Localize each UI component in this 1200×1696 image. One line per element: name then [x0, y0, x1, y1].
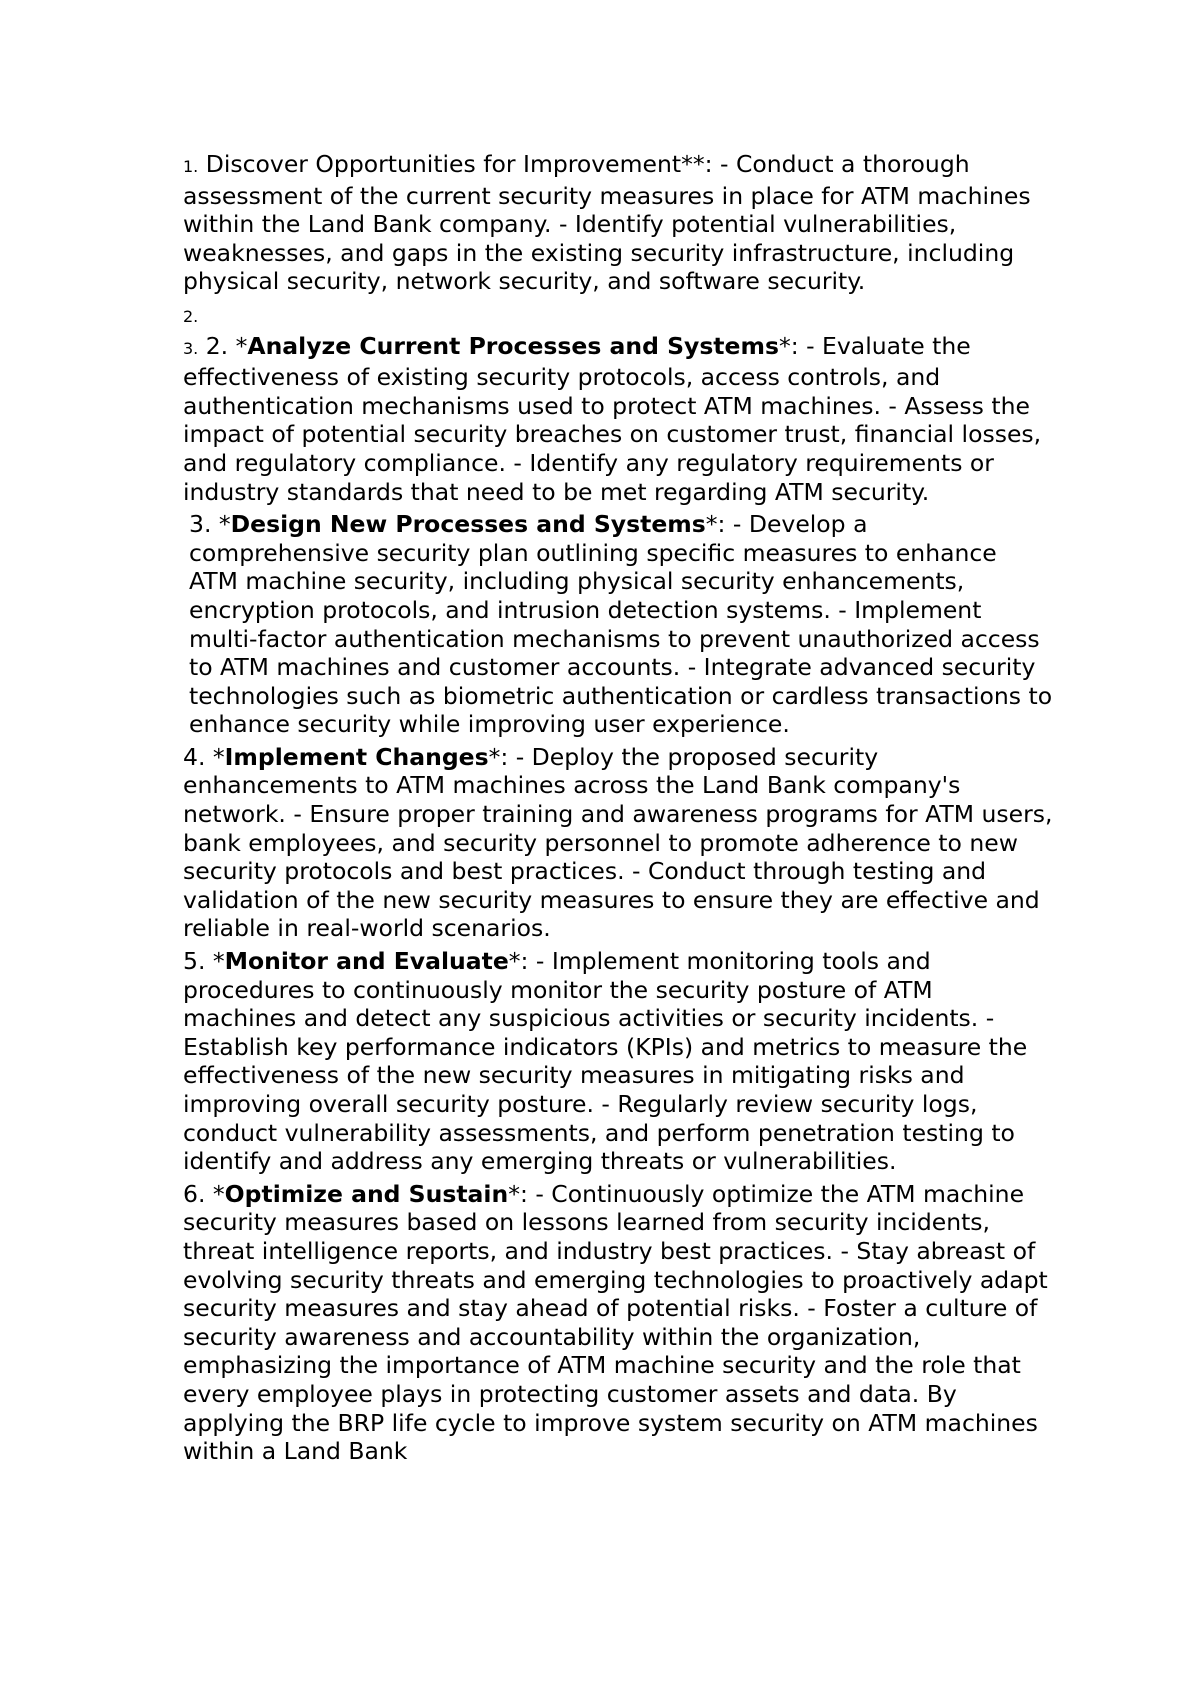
list-marker: 1. — [183, 157, 199, 176]
section-prefix: 4. * — [183, 742, 225, 771]
section-body: *: - Deploy the proposed security enhancements to ATM machines across the Land Bank company's network. - Ensure proper training and awareness programs for ATM users, bank employees, and security personnel to promote adherence to new security protocols and best practices. - Conduct through testing and validation of the new security measures to ensure they are effective and reliable in real-world scenarios. — [183, 742, 1053, 943]
section-optimize-sustain — [183, 1180, 1053, 1466]
section-body: *: - Evaluate the effectiveness of existing security protocols, access controls, and authentication mechanisms used to protect ATM machines. - Assess the impact of potential security breaches on customer trust, financial losses, and regulatory compliance. - Identify any regulatory requirements or industry standards that need to be met regarding ATM security. — [183, 331, 1042, 506]
section-design-processes — [183, 510, 1053, 739]
section-prefix: 5. * — [183, 947, 225, 976]
list-marker: 2. — [183, 306, 199, 326]
section-monitor-evaluate — [183, 947, 1053, 1176]
section-prefix: 6. * — [183, 1179, 225, 1208]
document-page — [183, 150, 1053, 1470]
section-body: : - Conduct a thorough assessment of the current security measures in place for ATM machines within the Land Bank company. - Identify potential vulnerabilities, weaknesses, and gaps in the existing security infrastructure, including physical security, network security, and software security. — [183, 150, 1031, 296]
section-title: Design New Processes and Systems — [230, 510, 706, 539]
section-title: Monitor and Evaluate — [224, 947, 509, 976]
section-title: Discover Opportunities for Improvement** — [205, 150, 705, 178]
section-title: Optimize and Sustain — [224, 1179, 509, 1208]
section-title: Analyze Current Processes and Systems — [247, 331, 779, 360]
section-discover-opportunities — [183, 150, 1053, 296]
section-prefix: 2. * — [198, 331, 248, 360]
empty-list-item — [183, 300, 1053, 332]
section-title: Implement Changes — [224, 742, 489, 771]
section-body: *: - Develop a comprehensive security plan outlining specific measures to enhance ATM machine security, including physical security enhancements, encryption protocols, and intrusion detection systems. - Implement multi-factor authentication mechanisms to prevent unauthorized access to ATM machines and customer accounts. - Integrate advanced security technologies such as biometric authentication or cardless transactions to enhance security while improving user experience. — [189, 510, 1053, 739]
section-analyze-processes — [183, 332, 1053, 507]
section-prefix: 3. * — [189, 510, 231, 539]
section-implement-changes — [183, 743, 1053, 943]
section-prefix — [198, 150, 205, 178]
section-body: *: - Implement monitoring tools and procedures to continuously monitor the security posture of ATM machines and detect any suspicious activities or security incidents. - Establish key performance indicators (KPIs) and metrics to measure the effectiveness of the new security measures in mitigating risks and improving overall security posture. - Regularly review security logs, conduct vulnerability assessments, and perform penetration testing to identify and address any emerging threats or vulnerabilities. — [183, 947, 1028, 1176]
list-marker: 3. — [183, 338, 199, 358]
section-body: *: - Continuously optimize the ATM machine security measures based on lessons learned from security incidents, threat intelligence reports, and industry best practices. - Stay abreast of evolving security threats and emerging technologies to proactively adapt security measures and stay ahead of potential risks. - Foster a culture of security awareness and accountability within the organization, emphasizing the importance of ATM machine security and the role that every employee plays in protecting customer assets and data. By applying the BRP life cycle to improve system security on ATM machines within a Land Bank — [183, 1179, 1048, 1466]
